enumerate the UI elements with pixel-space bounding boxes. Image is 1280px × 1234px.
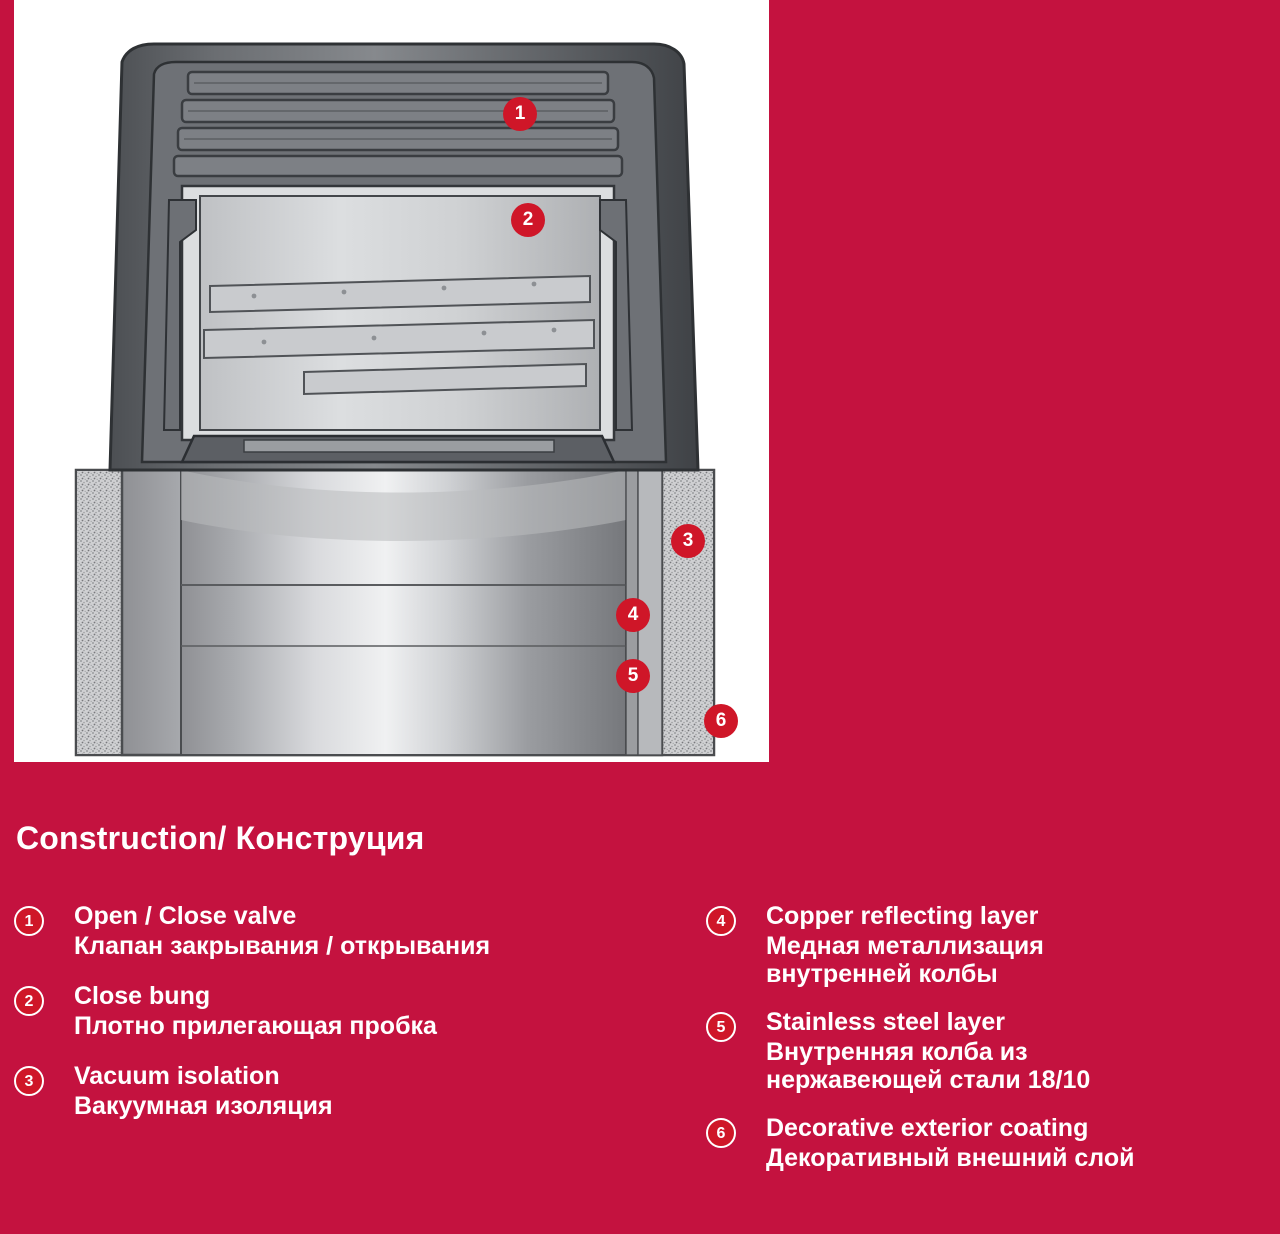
legend-label-en-5: Stainless steel layer [766,1008,1006,1036]
legend-number-5: 5 [706,1012,736,1042]
legend-number-2: 2 [14,986,44,1016]
callout-badge-2: 2 [511,203,545,237]
legend-label-en-3: Vacuum isolation [74,1062,280,1090]
callout-badge-4: 4 [616,598,650,632]
legend-number-4: 4 [706,906,736,936]
legend-label-ru-2: Плотно прилегающая пробка [74,1012,437,1040]
legend-item-1 [8,902,648,960]
legend-title: Construction/ Конструция [16,820,425,856]
legend-item-5 [700,1008,1270,1094]
legend-label-en-4: Copper reflecting layer [766,902,1039,930]
legend-label-en-6: Decorative exterior coating [766,1114,1089,1142]
legend-label-ru-6: Декоративный внешний слой [766,1144,1135,1172]
legend-column-left [8,902,648,1142]
legend-label-ru-3: Вакуумная изоляция [74,1092,333,1120]
legend-item-3 [8,1062,648,1120]
legend-label-en-2: Close bung [74,982,211,1010]
legend-number-1: 1 [14,906,44,936]
callout-badge-1: 1 [503,97,537,131]
thermos-cutaway-illustration [14,0,769,762]
legend-label-ru-4: Медная металлизация внутренней колбы [766,932,1044,988]
legend-label-ru-1: Клапан закрывания / открывания [74,932,491,960]
legend-label-en-1: Open / Close valve [74,902,297,930]
legend-column-right [700,902,1270,1192]
legend-section [0,762,1280,1234]
callout-badge-6: 6 [704,704,738,738]
callout-badge-3: 3 [671,524,705,558]
legend-item-2 [8,982,648,1040]
callout-badge-5: 5 [616,659,650,693]
legend-label-ru-5: Внутренняя колба из нержавеющей стали 18/10 [766,1038,1091,1094]
legend-number-3: 3 [14,1066,44,1096]
illustration-panel [14,0,769,762]
legend-item-6 [700,1114,1270,1172]
legend-number-6: 6 [706,1118,736,1148]
legend-item-4 [700,902,1270,988]
